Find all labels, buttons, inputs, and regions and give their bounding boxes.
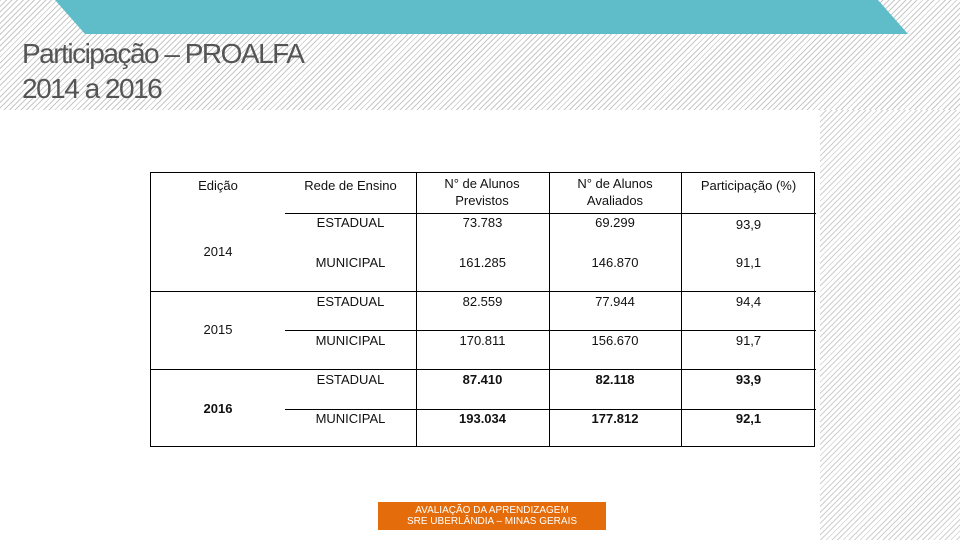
header-edicao: Edição: [198, 178, 238, 193]
grid-line: [151, 291, 816, 292]
participacao-cell: 93,9: [735, 372, 762, 387]
previstos-cell: 82.559: [462, 294, 503, 309]
rede-cell: MUNICIPAL: [315, 411, 386, 426]
avaliados-cell: 177.812: [591, 411, 639, 426]
previstos-cell: 87.410: [462, 372, 503, 387]
rede-cell: MUNICIPAL: [315, 255, 386, 270]
previstos-cell: 193.034: [459, 411, 506, 426]
participacao-cell: 91,1: [735, 255, 762, 270]
rede-cell: ESTADUAL: [316, 294, 385, 309]
hatched-background-right: [820, 110, 960, 540]
previstos-cell: 73.783: [462, 215, 503, 230]
avaliados-cell: 69.299: [595, 215, 635, 230]
previstos-cell: 170.811: [459, 333, 506, 348]
rede-cell: ESTADUAL: [316, 372, 385, 387]
avaliados-cell: 146.870: [591, 255, 639, 270]
footer-line2: SRE UBERLÂNDIA – MINAS GERAIS: [406, 516, 578, 527]
header-participacao: Participação (%): [700, 178, 797, 193]
participacao-cell: 94,4: [735, 294, 762, 309]
slide-title: [22, 36, 303, 106]
avaliados-cell: 77.944: [595, 294, 635, 309]
year-cell: 2014: [203, 244, 233, 259]
footer-badge: [378, 502, 606, 530]
grid-line: [151, 369, 816, 370]
rede-cell: ESTADUAL: [316, 215, 385, 230]
header-rede: Rede de Ensino: [304, 178, 397, 193]
avaliados-cell: 156.670: [591, 333, 639, 348]
participation-table: [150, 172, 815, 447]
footer-line1: AVALIAÇÃO DA APRENDIZAGEM: [415, 505, 569, 516]
year-cell: 2016: [203, 401, 233, 416]
participacao-cell: 91,7: [735, 333, 762, 348]
participacao-cell: 93,9: [735, 217, 762, 232]
rede-cell: MUNICIPAL: [315, 333, 386, 348]
teal-header-band: [0, 0, 960, 34]
header-avaliados: N° de Alunos Avaliados: [577, 176, 653, 208]
header-previstos: N° de Alunos Previstos: [444, 176, 520, 208]
previstos-cell: 161.285: [459, 255, 506, 270]
year-cell: 2015: [203, 322, 233, 337]
avaliados-cell: 82.118: [595, 372, 635, 387]
grid-line: [285, 330, 816, 331]
participacao-cell: 92,1: [735, 411, 762, 426]
slide-title-line2: 2014 a 2016: [22, 73, 162, 104]
slide-title-line1: Participação – PROALFA: [22, 38, 304, 69]
